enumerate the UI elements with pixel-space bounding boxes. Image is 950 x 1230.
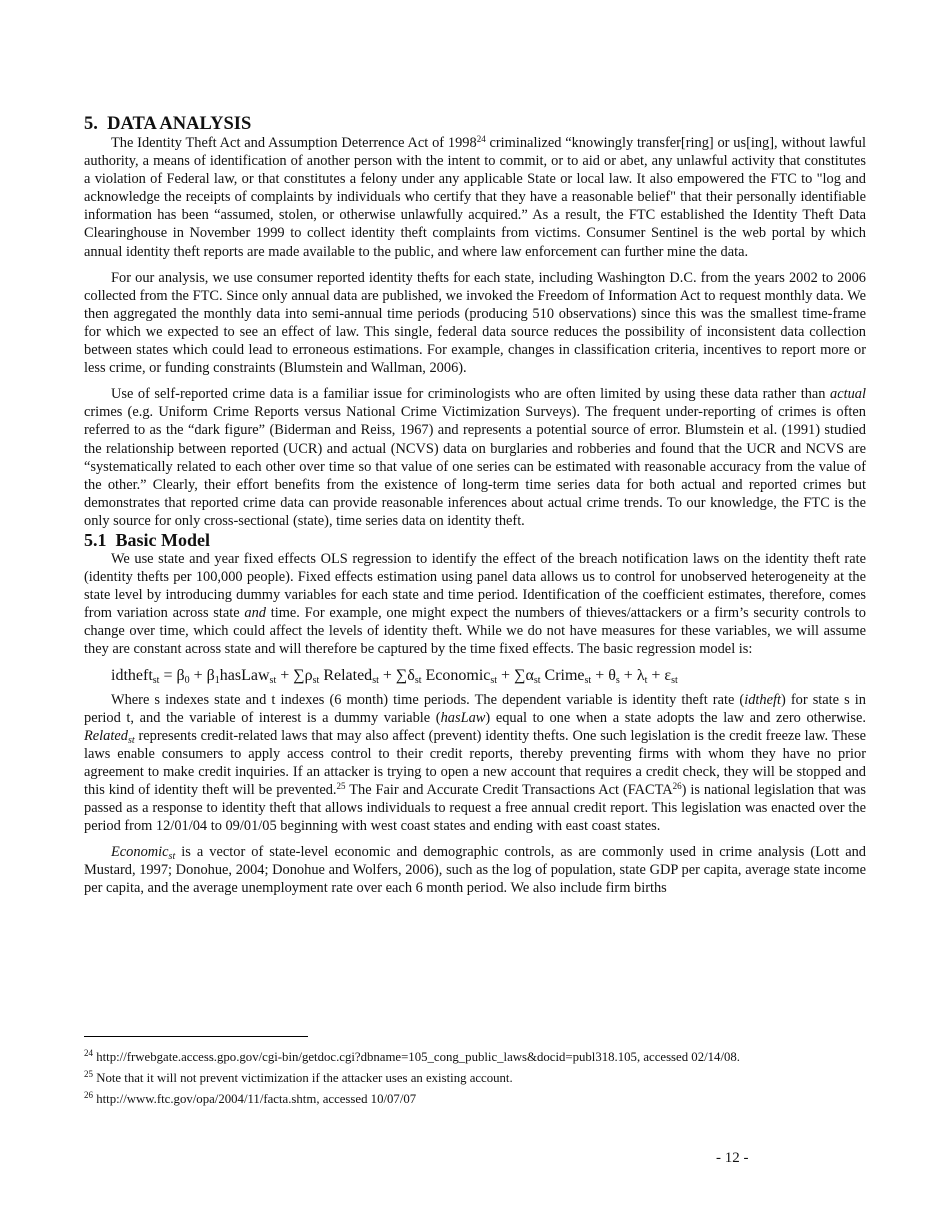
subsection-heading [84,530,866,550]
text: Use of self-reported crime data is a familiar issue for criminologists who are often limited by using these data rather than [111,386,831,403]
section-number: 5. [84,114,98,134]
text: The Identity Theft Act and Assumption Deterrence Act of 1998 [111,135,477,151]
paragraph-1 [84,134,866,261]
subsection-number: 5.1 [84,529,107,550]
footnote-25: $^{25}$ Note that it will not prevent victimization if the attacker uses an existing account. [84,1069,513,1085]
footnote-26: $^{26}$ http://www.ftc.gov/opa/2004/11/facta.shtm, accessed 10/07/07 [84,1090,417,1106]
page-number: - 12 - [716,1150,749,1166]
paragraph-2: For our analysis, we use consumer reported identity thefts for each state, including Washington D.C. from the years 2002 to 2006 collected from the FTC. Since only annual data are published, we invoked the Freedom of Information Act to request monthly data. We then aggregated the monthly data into semi-annual time periods (producing 510 observations) since this was the smallest time-frame for which we expected to see an effect of law. This single, federal data source reduces the possibility of inconsistent data collection between states which could lead to erroneous estimations. For example, changes in classification criteria, incentives to report more or less crime, or funding constraints (Blumstein and Wallman, 2006). [84,269,866,377]
page-body [84,114,866,898]
footnote-24: $^{24}$ http://frwebgate.access.gpo.gov/cgi-bin/getdoc.cgi?dbname=105_cong_public_laws&docid=publ318.105, accessed 02/14/08. [84,1048,741,1064]
paragraph-6: Economic$_{st}$ is a vector of state-level economic and demographic controls, as are commonly used in crime analysis (Lott and Mustard, 1997; Donohue, 2004; Donohue and Wolfers, 2006), such as the log of population, state GDP per capita, average state income per capita, and the average unemployment rate over each 6 month period. We also include firm births [84,844,866,897]
footnote-ref-24: 24 [476,134,486,144]
footnote-separator [84,1036,308,1037]
text: We use state and year fixed effects OLS regression to identify the effect of the breach notification laws on the identity theft rate (identity thefts per 100,000 people). Fixed effects estimation using panel data allows us to control for unobserved heterogeneity at the state level by introducing dummy variables for each state and time period. Identification of the coefficient estimates, therefore, comes from variation across state [84,550,866,622]
text: time. For example, one might expect the numbers of thieves/attackers or a firm’s security controls to change over time, which could affect the levels of identity theft. While we do not have measures for these variables, we will assume they are constant across state and will therefore be captured by the time fixed effects. The basic regression model is: [84,605,866,658]
paragraph-5: Where s indexes state and t indexes (6 month) time periods. The dependent variable is identity theft rate (idtheft) for state s in period t, and the variable of interest is a dummy variable (hasLaw) equal to one when a state adopts the law and zero otherwise. Related$_{st}$ represents credit-related laws that may also affect (prevent) identity thefts. One such legislation is the credit freeze law. These laws enable consumers to apply access control to their credit reports, thereby preventing firms with whom they have no prior agreement to make credit inquiries. If an attacker is trying to open a new account that requires a credit check, they will be stopped and this kind of identity theft will be prevented.$^{25}$ The Fair and Accurate Credit Transactions Act (FACTA$^{26}$) is national legislation that was passed as a response to identity theft that allows individuals to request a free annual credit report. This legislation was enacted over the period from 12/01/04 to 09/01/05 beginning with west coast states and ending with east coast states. [84,691,866,835]
footnotes [84,1049,866,1112]
text: criminalized “knowingly transfer[ring] or us[ing], without lawful authority, a means of identification of another person with the intent to commit, or to aid or abet, any unlawful activity that constitutes a violation of Federal law, or that constitutes a felony under any applicable State or local law. It also empowered the FTC to "log and acknowledge the receipts of complaints by individuals who certify that they have a reasonable belief" that their personally identifiable information has been “assumed, stolen, or otherwise unlawfully acquired.” As a result, the FTC established the Identity Theft Data Clearinghouse in November 1999 to collect identity theft complaints from victims. Consumer Sentinel is the web portal by which annual identity theft reports are made available to the public, and where law enforcement can further mine the data. [84,135,866,260]
paragraph-3 [84,385,866,530]
emphasis: actual [830,386,866,403]
section-title: DATA ANALYSIS [107,114,252,134]
text: crimes (e.g. Uniform Crime Reports versus National Crime Victimization Surveys). The frequent under-reporting of crimes is often referred to as the “dark figure” (Biderman and Reiss, 1967) and represents a potential source of error. Blumstein et al. (1991) studied the relationship between reported (UCR) and actual (NCVS) data on burglaries and robberies and found that the UCR and NCVS are “systematically related to each other over time so that value of one series can be estimated with reasonable accuracy from the value of the other.” Clearly, their effort benefits from the existence of long-term time series data for both actual and reported crimes but demonstrates that reported crime data can provide reasonable inferences about actual crime trends. To our knowledge, the FTC is the only source for only cross-sectional (state), time series data on identity theft. [84,404,866,529]
footnote-ref-26: 26 [672,781,682,791]
emphasis: and [244,605,266,622]
regression-equation: idtheft$_{st}$ = $\beta_0$ + $\beta_1hasLaw_{st} + \sum\rho_{st}$ Related$_{st}$ + $\sum\delta_{st}$ Economic$_{st}$ + $\sum\alpha_{st}$ Crime$_{st}$ + $\theta_s + \lambda_t + \varepsilon_{st}$ [111,666,678,686]
section-heading [84,114,866,134]
subsection-title: Basic Model [115,529,210,550]
footnote-ref-25: 25 [336,781,346,791]
paragraph-4 [84,550,866,659]
